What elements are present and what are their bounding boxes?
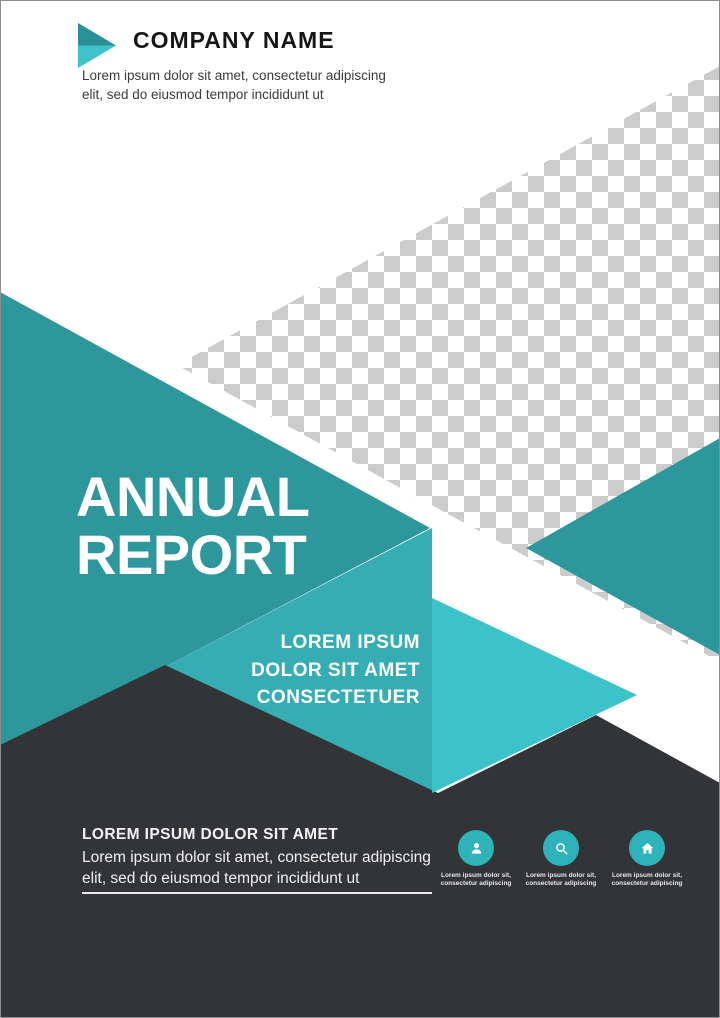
company-tagline — [82, 66, 386, 104]
report-subtitle-line-2: DOLOR SIT AMET — [251, 659, 420, 681]
feature-caption-line-2: consectetur adipiscing — [525, 880, 597, 887]
feature-caption — [438, 872, 514, 888]
feature-caption — [609, 872, 685, 888]
home-icon — [639, 840, 656, 857]
feature-item-user — [438, 830, 514, 888]
company-tagline-line-2: elit, sed do eiusmod tempor incididunt ut — [82, 87, 324, 102]
footer-body-line-2: elit, sed do eiusmod tempor incididunt ut — [82, 870, 360, 887]
user-icon — [468, 840, 485, 857]
feature-item-search — [523, 830, 599, 888]
company-tagline-line-1: Lorem ipsum dolor sit amet, consectetur adipiscing — [82, 68, 386, 83]
feature-item-home — [609, 830, 685, 888]
feature-circle — [458, 830, 494, 866]
feature-circle — [629, 830, 665, 866]
report-subtitle-line-1: LOREM IPSUM — [280, 632, 420, 653]
feature-caption — [523, 872, 599, 888]
feature-caption-line-2: consectetur adipiscing — [440, 880, 512, 887]
footer-body — [82, 847, 431, 889]
report-title-line-2: REPORT — [76, 523, 307, 586]
feature-circle — [543, 830, 579, 866]
company-logo-icon — [78, 23, 116, 68]
footer-heading: LOREM IPSUM DOLOR SIT AMET — [82, 826, 339, 843]
footer-divider — [82, 892, 432, 894]
report-subtitle-line-3: CONSECTETUER — [256, 687, 420, 708]
feature-caption-line-1: Lorem ipsum dolor sit, — [525, 872, 597, 879]
feature-caption-line-1: Lorem ipsum dolor sit, — [440, 872, 512, 879]
report-title — [76, 465, 310, 586]
report-title-line-1: ANNUAL — [76, 465, 310, 528]
search-icon — [553, 840, 570, 857]
report-subtitle — [251, 629, 420, 712]
company-name: COMPANY NAME — [133, 27, 335, 53]
feature-caption-line-2: consectetur adipiscing — [611, 880, 683, 887]
footer-body-line-1: Lorem ipsum dolor sit amet, consectetur adipiscing — [82, 849, 431, 866]
feature-caption-line-1: Lorem ipsum dolor sit, — [611, 872, 683, 879]
